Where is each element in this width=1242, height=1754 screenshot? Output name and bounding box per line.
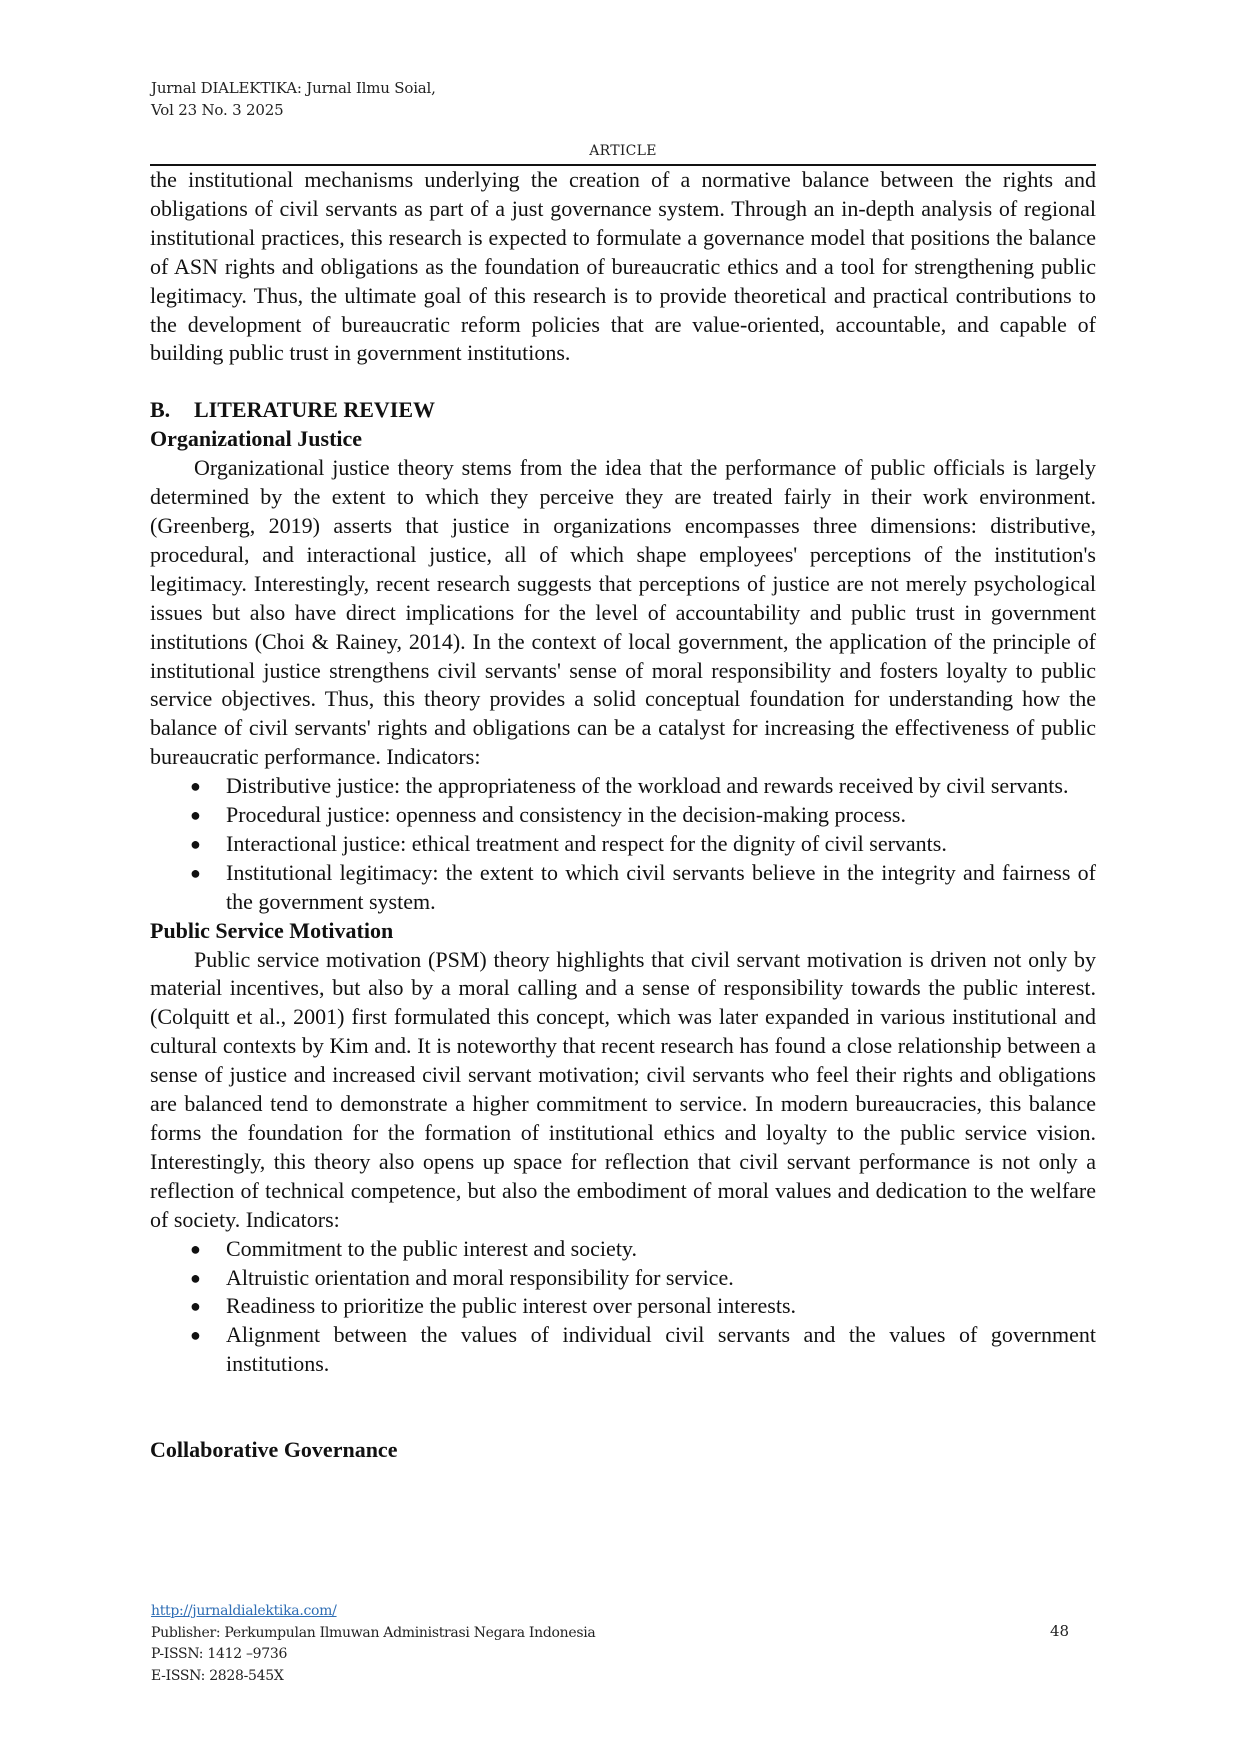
- section-title: LITERATURE REVIEW: [194, 397, 436, 423]
- p-issn: P-ISSN: 1412 –9736: [151, 1646, 288, 1662]
- list-item: ● Alignment between the values of individual civil servants and the values of government institutions.: [190, 1322, 1096, 1377]
- indicator-list: [150, 772, 1096, 917]
- intro-paragraph: the institutional mechanisms underlying the creation of a normative balance between the rights and obligations of civil servants as part of a just governance system. Through an in-depth analysis of regional institutional practices, this research is expected to formulate a governance model that positions the balance of ASN rights and obligations as the foundation of bureaucratic ethics and a tool for strengthening public legitimacy. Thus, the ultimate goal of this research is to provide theoretical and practical contributions to the development of bureaucratic reform policies that are value-oriented, accountable, and capable of building public trust in government institutions.: [150, 167, 1096, 366]
- bullet-icon: ●: [190, 833, 201, 854]
- bullet-icon: ●: [190, 1238, 201, 1259]
- body-paragraph: Organizational justice theory stems from the idea that the performance of public officials is largely determined by the extent to which they perceive they are treated fairly in their work environment. (Greenberg, 2019) asserts that justice in organizations encompasses three dimensions: distributive, procedural, and interactional justice, all of which shape employees' perceptions of the institution's legitimacy. Interestingly, recent research suggests that perceptions of justice are not merely psychological issues but also have direct implications for the level of accountability and public trust in government institutions (Choi & Rainey, 2014). In the context of local government, the application of the principle of institutional justice strengthens civil servants' sense of moral responsibility and fosters loyalty to public service objectives. Thus, this theory provides a solid conceptual foundation for understanding how the balance of civil servants' rights and obligations can be a catalyst for increasing the effectiveness of public bureaucratic performance. Indicators:: [150, 455, 1096, 770]
- subsection-heading: Collaborative Governance: [150, 1437, 398, 1463]
- bullet-icon: ●: [190, 1325, 201, 1346]
- bullet-icon: ●: [190, 1267, 201, 1288]
- publisher-text: Publisher: Perkumpulan Ilmuwan Administrasi Negara Indonesia: [151, 1624, 596, 1641]
- subsection-heading: Organizational Justice: [150, 426, 363, 452]
- spacer: [150, 1379, 1096, 1436]
- bullet-icon: ●: [190, 805, 201, 826]
- list-item: ● Procedural justice: openness and consistency in the decision-making process.: [150, 801, 1096, 830]
- section-heading: [150, 396, 1096, 425]
- article-type-label: ARTICLE: [589, 143, 657, 159]
- journal-title: Jurnal DIALEKTIKA: Jurnal Ilmu Soial,: [151, 79, 436, 97]
- journal-volume: Vol 23 No. 3 2025: [151, 101, 284, 119]
- list-item: ● Distributive justice: the appropriateness of the workload and rewards received by civil servants.: [150, 772, 1096, 801]
- list-item: ● Readiness to prioritize the public interest over personal interests.: [150, 1292, 1096, 1321]
- list-item: ● Interactional justice: ethical treatment and respect for the dignity of civil servants.: [150, 830, 1096, 859]
- page-number: 48: [1050, 1622, 1070, 1640]
- article-body: [150, 166, 1096, 1465]
- indicator-list: [150, 1235, 1096, 1380]
- bullet-icon: ●: [190, 1296, 201, 1317]
- page-footer: [151, 1601, 595, 1687]
- section-number: B.: [150, 397, 171, 423]
- list-item: ● Institutional legitimacy: the extent to which civil servants believe in the integrity and fairness of the government system.: [190, 859, 1096, 914]
- bullet-icon: ●: [190, 862, 201, 883]
- bullet-icon: ●: [190, 776, 201, 797]
- subsection-heading: Public Service Motivation: [150, 917, 394, 943]
- e-issn: E-ISSN: 2828-545X: [151, 1667, 284, 1684]
- journal-url-link[interactable]: http://jurnaldialektika.com/: [151, 1603, 337, 1619]
- body-paragraph: Public service motivation (PSM) theory highlights that civil servant motivation is driven not only by material incentives, but also by a moral calling and a sense of responsibility towards the public interest. (Colquitt et al., 2001) first formulated this concept, which was later expanded in various institutional and cultural contexts by Kim and. It is noteworthy that recent research has found a close relationship between a sense of justice and increased civil servant motivation; civil servants who feel their rights and obligations are balanced tend to demonstrate a higher commitment to service. In modern bureaucracies, this balance forms the foundation for the formation of institutional ethics and loyalty to the public service vision. Interestingly, this theory also opens up space for reflection that civil servant performance is not only a reflection of technical competence, but also the embodiment of moral values and dedication to the welfare of society. Indicators:: [150, 946, 1096, 1232]
- list-item: ● Altruistic orientation and moral responsibility for service.: [150, 1264, 1096, 1293]
- running-header: [151, 77, 436, 121]
- list-item: ● Commitment to the public interest and society.: [150, 1235, 1096, 1264]
